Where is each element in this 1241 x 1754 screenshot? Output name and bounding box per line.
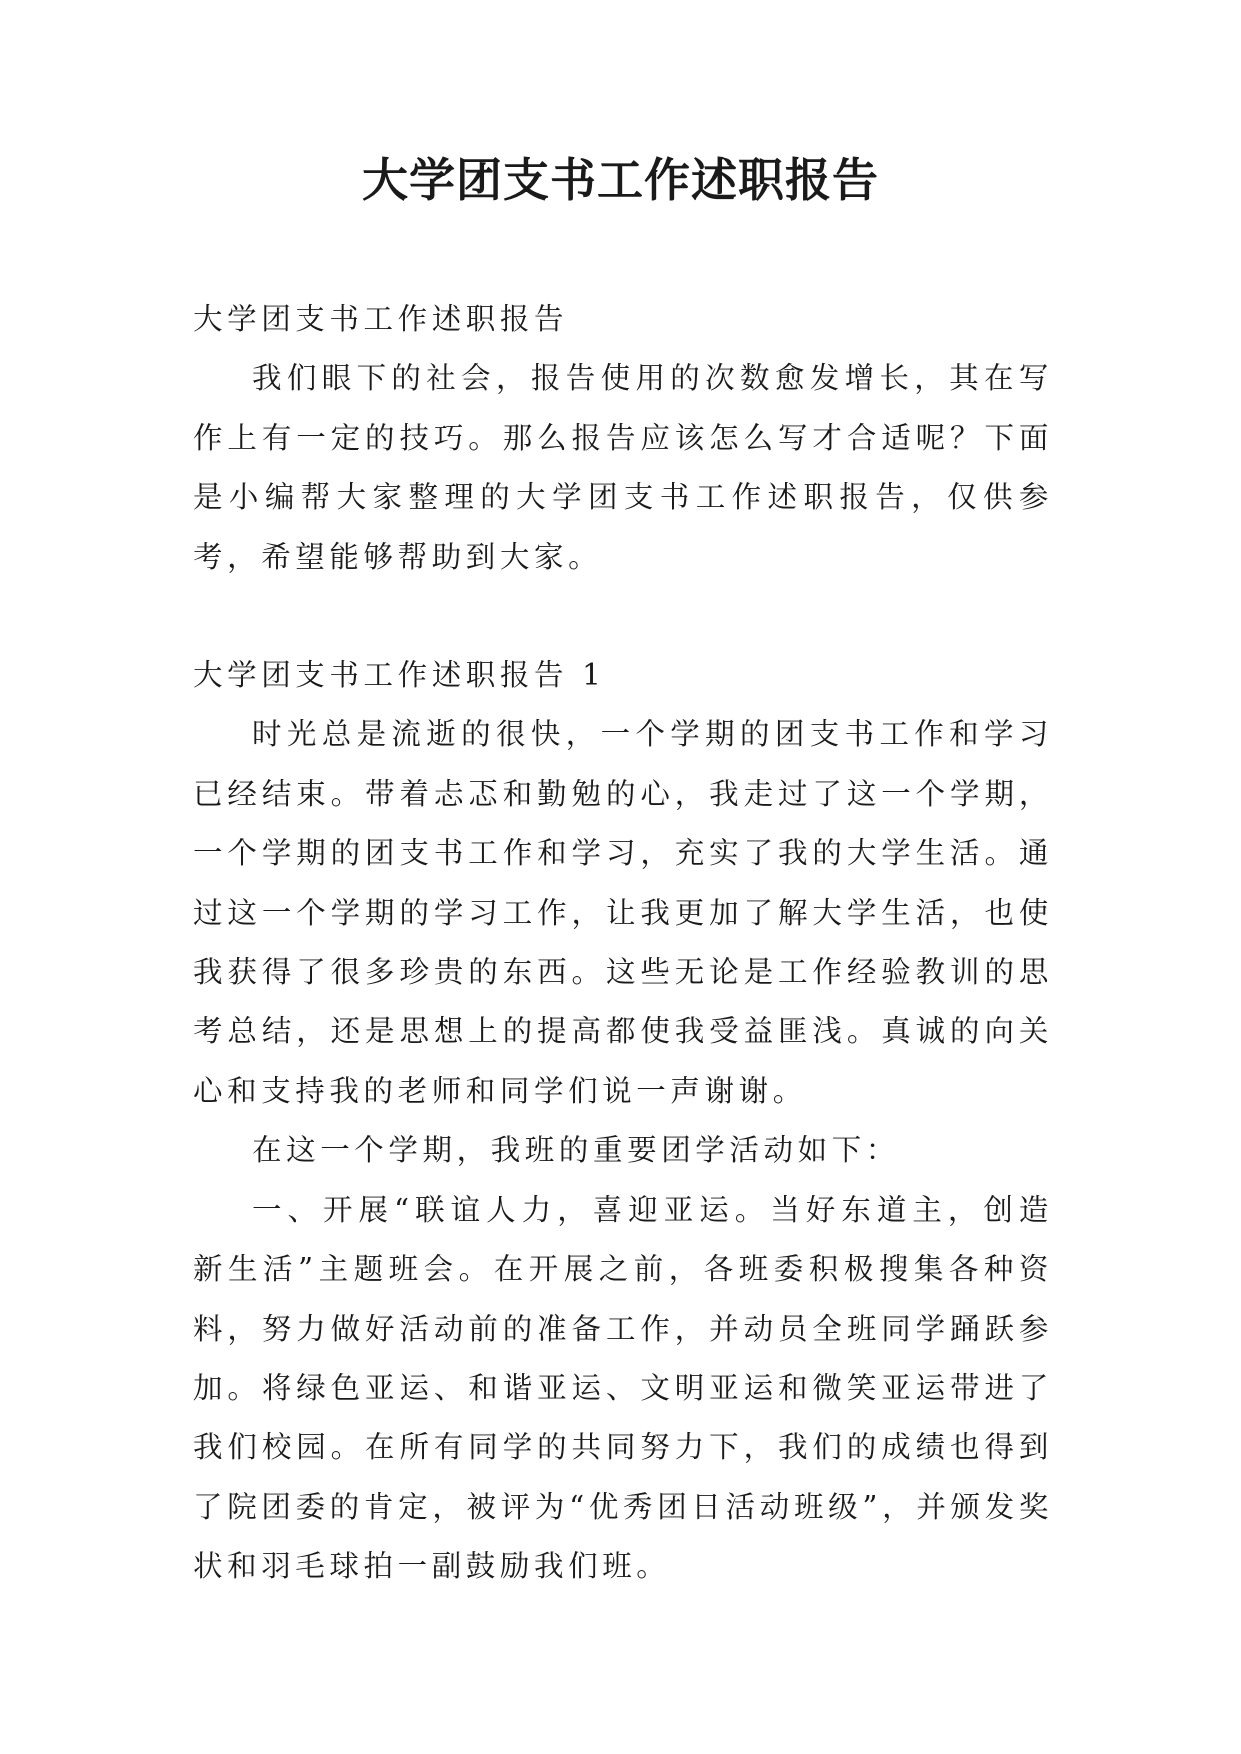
- document-body: [193, 290, 1053, 1597]
- document-title: 大学团支书工作述职报告: [362, 153, 879, 207]
- body-paragraph: 在这一个学期，我班的重要团学活动如下：: [252, 1133, 900, 1168]
- body-paragraph: 一、开展“联谊人力，喜迎亚运。当好东道主，创造新生活”主题班会。在开展之前，各班委积极搜集各种资料，努力做好活动前的准备工作，并动员全班同学踊跃参加。将绿色亚运、和谐亚运、文明亚运和微笑亚运带进了我们校园。在所有同学的共同努力下，我们的成绩也得到了院团委的肯定，被评为“优秀团日活动班级”，并颁发奖状和羽毛球拍一副鼓励我们班。: [193, 1192, 1053, 1584]
- paragraph-spacer: [193, 587, 1053, 646]
- intro-paragraph: 我们眼下的社会，报告使用的次数愈发增长，其在写作上有一定的技巧。那么报告应该怎么写才合适呢？下面是小编帮大家整理的大学团支书工作述职报告，仅供参考，希望能够帮助到大家。: [193, 361, 1053, 574]
- section-heading: 大学团支书工作述职报告 1: [193, 658, 606, 693]
- body-paragraph: 时光总是流逝的很快，一个学期的团支书工作和学习已经结束。带着忐忑和勤勉的心，我走过了这一个学期，一个学期的团支书工作和学习，充实了我的大学生活。通过这一个学期的学习工作，让我更加了解大学生活，也使我获得了很多珍贵的东西。这些无论是工作经验教训的思考总结，还是思想上的提高都使我受益匪浅。真诚的向关心和支持我的老师和同学们说一声谢谢。: [193, 717, 1053, 1108]
- document-subtitle: 大学团支书工作述职报告: [193, 302, 569, 336]
